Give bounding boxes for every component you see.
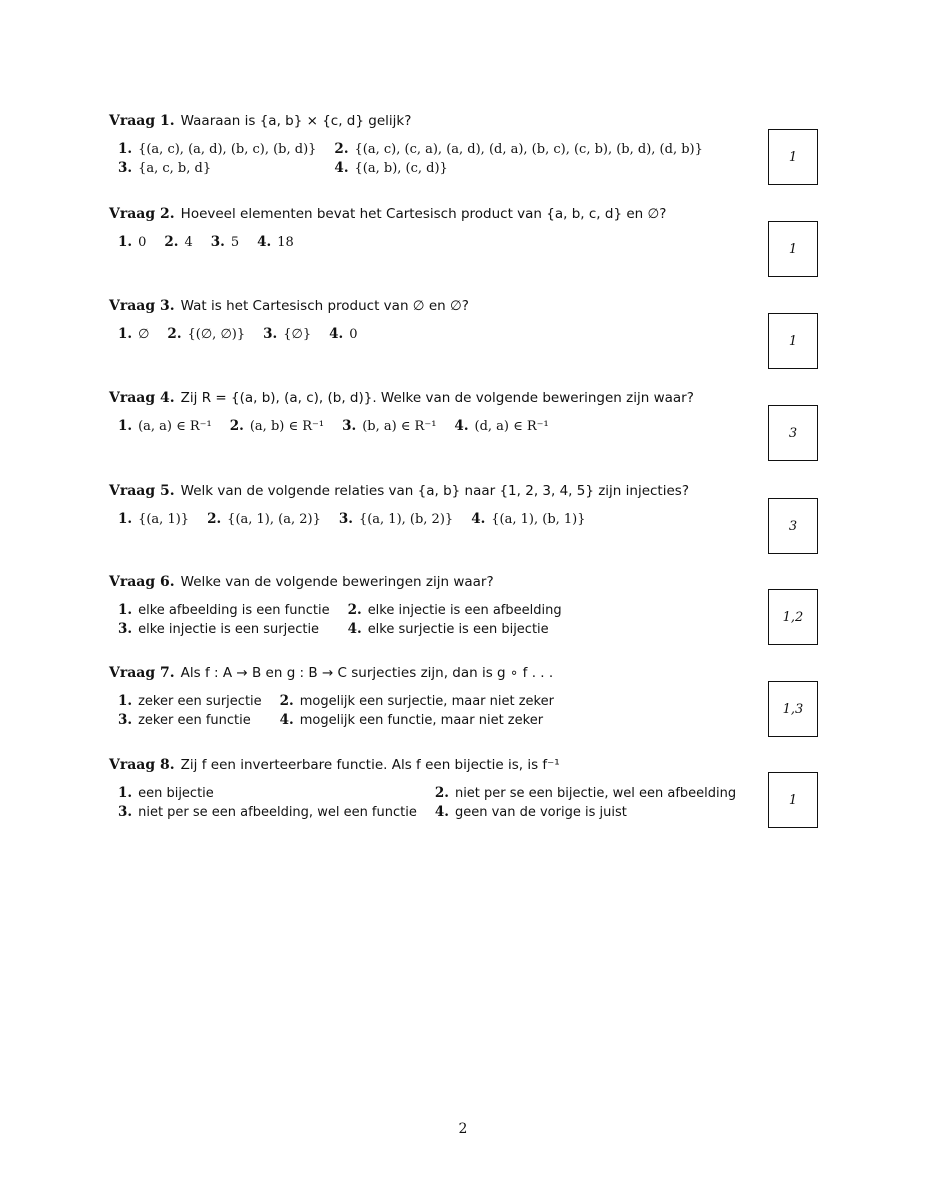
answer-value: 1 <box>788 241 798 257</box>
answer-value: 3 <box>788 425 798 441</box>
answer-options <box>118 784 749 822</box>
option-number: 3. <box>263 326 278 342</box>
answer-option <box>118 692 262 711</box>
answer-option <box>211 233 239 252</box>
option-number: 4. <box>434 804 449 820</box>
option-number: 3. <box>118 160 133 176</box>
answer-option <box>280 692 554 711</box>
option-number: 1. <box>118 511 133 527</box>
question-label: Vraag 7. <box>109 665 175 681</box>
answer-option <box>435 784 736 803</box>
option-text: niet per se een afbeelding, wel een functie <box>138 805 417 820</box>
option-text: {(a, 1)} <box>138 512 190 527</box>
answer-value: 1 <box>788 792 798 808</box>
question-text: Zij R = {(a, b), (a, c), (b, d)}. Welke van de volgende beweringen zijn waar? <box>180 390 694 406</box>
option-text: zeker een functie <box>138 713 251 728</box>
option-text: ∅ <box>138 327 150 342</box>
answer-options <box>118 510 749 529</box>
answer-value: 1,3 <box>782 701 804 717</box>
answer-option <box>329 325 357 344</box>
question-text: Welke van de volgende beweringen zijn waar? <box>180 574 494 590</box>
answer-value: 3 <box>788 518 798 534</box>
answer-options <box>118 140 749 178</box>
option-text: elke afbeelding is een functie <box>138 603 330 618</box>
question-text: Waaraan is {a, b} × {c, d} gelijk? <box>180 113 412 129</box>
question-7 <box>109 664 749 730</box>
question-line <box>109 756 749 774</box>
question-line <box>109 205 749 223</box>
option-number: 3. <box>338 511 353 527</box>
answer-option <box>118 140 316 159</box>
question-text: Als f : A → B en g : B → C surjecties zijn, dan is g ∘ f . . . <box>180 665 554 681</box>
option-number: 2. <box>279 693 294 709</box>
answer-option <box>435 803 736 822</box>
option-number: 3. <box>118 804 133 820</box>
option-text: {∅} <box>283 327 312 342</box>
answer-option <box>230 417 324 436</box>
answer-box <box>768 129 818 185</box>
option-number: 2. <box>347 602 362 618</box>
option-number: 2. <box>334 141 349 157</box>
answer-option <box>263 325 311 344</box>
answer-box <box>768 405 818 461</box>
option-number: 2. <box>229 418 244 434</box>
question-line <box>109 112 749 130</box>
answer-option <box>471 510 585 529</box>
option-text: geen van de vorige is juist <box>454 805 627 820</box>
answer-option <box>348 601 562 620</box>
option-number: 4. <box>257 234 272 250</box>
answer-options <box>118 601 749 639</box>
option-number: 1. <box>118 234 133 250</box>
option-text: (a, a) ∈ R⁻¹ <box>138 419 212 434</box>
option-text: {(a, 1), (b, 2)} <box>358 512 454 527</box>
answer-option <box>164 233 192 252</box>
option-text: 4 <box>184 235 193 250</box>
question-line <box>109 297 749 315</box>
option-text: 18 <box>277 235 294 250</box>
option-number: 3. <box>342 418 357 434</box>
answer-box <box>768 498 818 554</box>
answer-option <box>280 711 554 730</box>
option-text: mogelijk een surjectie, maar niet zeker <box>299 694 554 709</box>
option-text: niet per se een bijectie, wel een afbeelding <box>454 786 737 801</box>
question-6 <box>109 573 749 639</box>
answer-value: 1 <box>788 333 798 349</box>
option-number: 1. <box>118 785 133 801</box>
question-text: Zij f een inverteerbare functie. Als f een bijectie is, is f⁻¹ <box>180 757 560 773</box>
option-text: (a, b) ∈ R⁻¹ <box>249 419 325 434</box>
answer-option <box>334 159 702 178</box>
answer-option <box>118 784 417 803</box>
option-text: (b, a) ∈ R⁻¹ <box>362 419 437 434</box>
answer-options <box>118 233 749 252</box>
answer-value: 1 <box>788 149 798 165</box>
option-number: 4. <box>279 712 294 728</box>
question-2 <box>109 205 749 252</box>
option-number: 1. <box>118 141 133 157</box>
question-text: Hoeveel elementen bevat het Cartesisch product van {a, b, c, d} en ∅? <box>180 206 667 222</box>
question-label: Vraag 1. <box>109 113 175 129</box>
option-text: 0 <box>349 327 358 342</box>
option-number: 4. <box>471 511 486 527</box>
answer-options <box>118 417 749 436</box>
question-label: Vraag 5. <box>109 483 175 499</box>
option-text: mogelijk een functie, maar niet zeker <box>299 713 544 728</box>
answer-options <box>118 692 749 730</box>
option-number: 3. <box>210 234 225 250</box>
question-5 <box>109 482 749 529</box>
question-label: Vraag 8. <box>109 757 175 773</box>
option-text: {(∅, ∅)} <box>187 327 246 342</box>
question-1 <box>109 112 749 178</box>
answer-option <box>348 620 562 639</box>
answer-option <box>118 711 262 730</box>
option-number: 4. <box>329 326 344 342</box>
answer-option <box>454 417 548 436</box>
option-text: zeker een surjectie <box>138 694 262 709</box>
option-number: 1. <box>118 693 133 709</box>
answer-option <box>118 325 149 344</box>
option-number: 1. <box>118 602 133 618</box>
option-text: (d, a) ∈ R⁻¹ <box>474 419 549 434</box>
answer-option <box>207 510 321 529</box>
option-number: 2. <box>434 785 449 801</box>
answer-box <box>768 589 818 645</box>
option-text: {(a, 1), (b, 1)} <box>491 512 586 527</box>
option-number: 1. <box>118 418 133 434</box>
option-number: 3. <box>118 712 133 728</box>
option-text: {(a, 1), (a, 2)} <box>227 512 321 527</box>
option-text: elke injectie is een afbeelding <box>367 603 562 618</box>
answer-option <box>118 803 417 822</box>
option-number: 4. <box>334 160 349 176</box>
answer-option <box>342 417 436 436</box>
question-label: Vraag 2. <box>109 206 175 222</box>
option-text: een bijectie <box>138 786 214 801</box>
answer-box <box>768 772 818 828</box>
answer-box <box>768 221 818 277</box>
answer-option <box>118 233 146 252</box>
option-number: 2. <box>207 511 222 527</box>
question-line <box>109 573 749 591</box>
option-text: {a, c, b, d} <box>138 161 212 176</box>
question-line <box>109 482 749 500</box>
option-number: 1. <box>118 326 133 342</box>
page-number: 2 <box>458 1121 468 1137</box>
option-text: elke injectie is een surjectie <box>138 622 320 637</box>
option-number: 3. <box>118 621 133 637</box>
option-text: 5 <box>230 235 240 250</box>
answer-value: 1,2 <box>782 609 804 625</box>
answer-option <box>257 233 294 252</box>
answer-box <box>768 313 818 369</box>
answer-option <box>334 140 702 159</box>
answer-option <box>118 159 316 178</box>
question-text: Welk van de volgende relaties van {a, b} naar {1, 2, 3, 4, 5} zijn injecties? <box>180 483 689 499</box>
answer-box <box>768 681 818 737</box>
answer-option <box>118 601 330 620</box>
answer-options <box>118 325 749 344</box>
option-number: 2. <box>167 326 182 342</box>
answer-option <box>167 325 245 344</box>
option-text: {(a, b), (c, d)} <box>354 161 448 176</box>
question-label: Vraag 6. <box>109 574 175 590</box>
question-text: Wat is het Cartesisch product van ∅ en ∅? <box>180 298 469 314</box>
answer-option <box>118 417 212 436</box>
question-line <box>109 389 749 407</box>
question-line <box>109 664 749 682</box>
option-text: {(a, c), (a, d), (b, c), (b, d)} <box>138 142 317 157</box>
option-text: elke surjectie is een bijectie <box>367 622 549 637</box>
answer-option <box>118 620 330 639</box>
question-label: Vraag 4. <box>109 390 175 406</box>
answer-option <box>118 510 189 529</box>
option-text: {(a, c), (c, a), (a, d), (d, a), (b, c), (c, b), (b, d), (d, b)} <box>354 142 703 157</box>
question-4 <box>109 389 749 436</box>
question-label: Vraag 3. <box>109 298 175 314</box>
option-number: 2. <box>164 234 179 250</box>
option-number: 4. <box>454 418 469 434</box>
answer-option <box>339 510 453 529</box>
option-text: 0 <box>138 235 147 250</box>
question-8 <box>109 756 749 822</box>
question-3 <box>109 297 749 344</box>
option-number: 4. <box>347 621 362 637</box>
